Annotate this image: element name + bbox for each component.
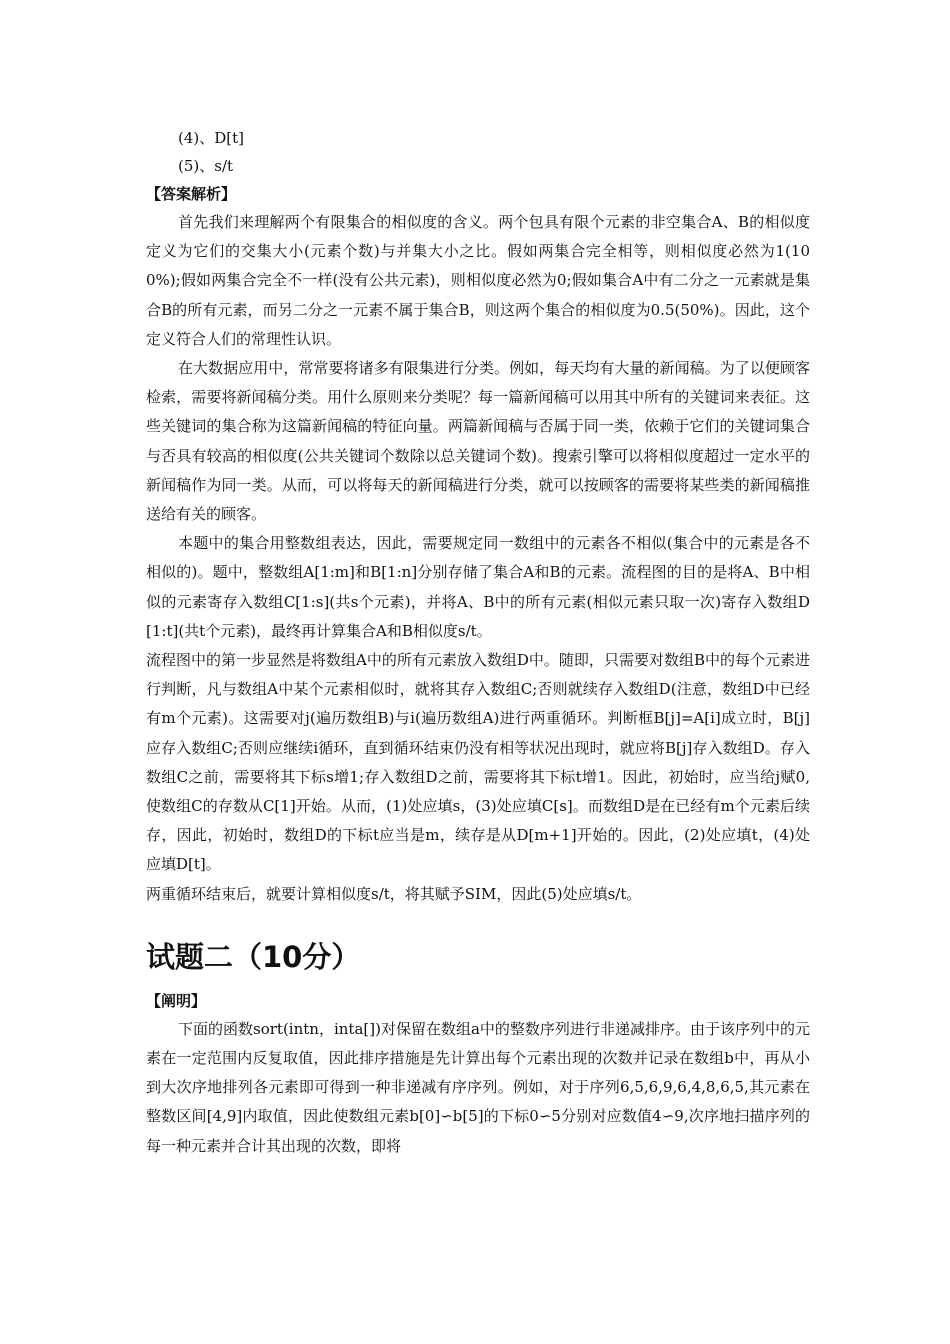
analysis-paragraph-big-data: 在大数据应用中，常常要将诸多有限集进行分类。例如，每天均有大量的新闻稿。为了以便顾客检索，需要将新闻稿分类。用什么原则来分类呢？每一篇新闻稿可以用其中所有的关键词来表征。这些关键词的集合称为这篇新闻稿的特征向量。两篇新闻稿与否属于同一类，依赖于它们的关键词集合与否具有较高的相似度(公共关键词个数除以总关键词个数)。搜索引擎可以将相似度超过一定水平的新闻稿作为同一类。从而，可以将每天的新闻稿进行分类，就可以按顾客的需要将某些类的新闻稿推送给有关的顾客。 bbox=[146, 359, 810, 524]
page-content bbox=[146, 124, 810, 1161]
analysis-paragraph-flowchart: 流程图中的第一步显然是将数组A中的所有元素放入数组D中。随即，只需要对数组B中的每个元素进行判断，凡与数组A中某个元素相似时，就将其存入数组C;否则就续存入数组D(注意，数组D中已经有m个元素)。这需要对j(遍历数组B)与i(遍历数组A)进行两重循环。判断框B[j]=A[i]成立时，B[j]应存入数组C;否则应继续i循环，直到循环结束仍没有相等状况出现时，就应将B[j]存入数组D。存入数组C之前，需要将其下标s增1;存入数组D之前，需要将其下标t增1。因此，初始时，应当给j赋0,使数组C的存数从C[1]开始。从而，(1)处应填s，(3)处应填C[s]。而数组D是在已经有m个元素后续存，因此，初始时，数组D的下标t应当是m，续存是从D[m+1]开始的。因此，(2)处应填t，(4)处应填D[t]。 bbox=[146, 651, 810, 874]
analysis-paragraph-arrays: 本题中的集合用整数组表达，因此，需要规定同一数组中的元素各不相似(集合中的元素是各不相似的)。题中，整数组A[1:m]和B[1:n]分别存储了集合A和B的元素。流程图的目的是将A、B中相似的元素寄存入数组C[1:s](共s个元素)，并将A、B中的所有元素(相似元素只取一次)寄存入数组D[1:t](共t个元素)，最终再计算集合A和B相似度s/t。 bbox=[146, 534, 810, 640]
description-label: 【阐明】 bbox=[146, 991, 207, 1010]
answer-item-4: (4)、D[t] bbox=[178, 129, 245, 147]
description-paragraph: 下面的函数sort(intn，inta[])对保留在数组a中的整数序列进行非递减排序。由于该序列中的元素在一定范围内反复取值，因此排序措施是先计算出每个元素出现的次数并记录在数组b中，再从小到大次序地排列各元素即可得到一种非递减有序序列。例如，对于序列6,5,6,9,6,4,8,6,5,其元素在整数区间[4,9]内取值，因此使数组元素b[0]∽b[5]的下标0∽5分别对应数值4∽9,次序地扫描序列的每一种元素并合计其出现的次数，即将 bbox=[146, 1019, 810, 1155]
section-title-question-two: 试题二（10分） bbox=[146, 939, 361, 974]
analysis-paragraph-similarity: 首先我们来理解两个有限集合的相似度的含义。两个包具有限个元素的非空集合A、B的相似度定义为它们的交集大小(元素个数)与并集大小之比。假如两集合完全相等，则相似度必然为1(100%);假如两集合完全不一样(没有公共元素)，则相似度必然为0;假如集合A中有二分之一元素就是集合B的所有元素，而另二分之一元素不属于集合B，则这两个集合的相似度为0.5(50%)。因此，这个定义符合人们的常理性认识。 bbox=[146, 213, 810, 348]
answer-analysis-label: 【答案解析】 bbox=[146, 185, 237, 203]
answer-item-5: (5)、s/t bbox=[178, 157, 234, 175]
analysis-paragraph-conclusion: 两重循环结束后，就要计算相似度s/t，将其赋予SIM，因此(5)处应填s/t。 bbox=[146, 884, 642, 903]
